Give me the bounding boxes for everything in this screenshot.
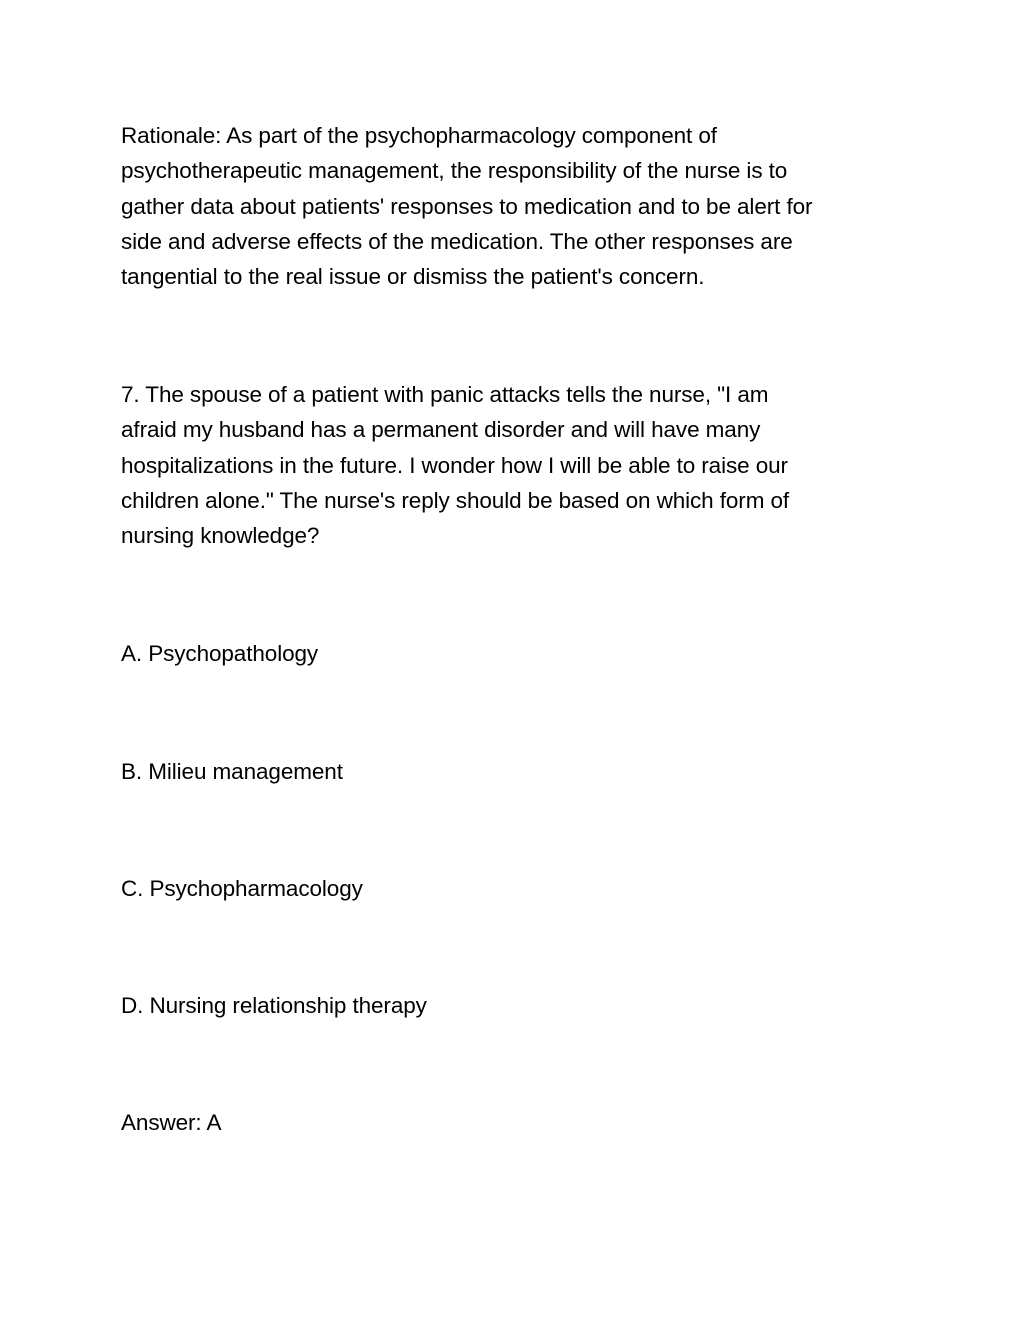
option-c: C. Psychopharmacology [121,876,363,901]
question-line: children alone." The nurse's reply should be based on which form of [121,487,790,513]
question-line: hospitalizations in the future. I wonder how I will be able to raise our [121,452,788,478]
option-b: B. Milieu management [121,759,343,784]
question-paragraph [121,377,911,553]
rationale-line: gather data about patients' responses to medication and to be alert for [121,193,813,219]
rationale-line: Rationale: As part of the psychopharmacology component of [121,123,717,148]
rationale-paragraph [121,118,911,294]
rationale-line: tangential to the real issue or dismiss the patient's concern. [121,264,705,290]
question-line: nursing knowledge? [121,523,320,549]
answer-text: Answer: A [121,1110,222,1135]
rationale-line: side and adverse effects of the medication. The other responses are [121,228,793,254]
option-d: D. Nursing relationship therapy [121,993,427,1018]
rationale-line: psychotherapeutic management, the responsibility of the nurse is to [121,158,788,184]
question-line: 7. The spouse of a patient with panic attacks tells the nurse, "I am [121,382,769,407]
option-a: A. Psychopathology [121,641,319,666]
question-line: afraid my husband has a permanent disorder and will have many [121,417,761,443]
